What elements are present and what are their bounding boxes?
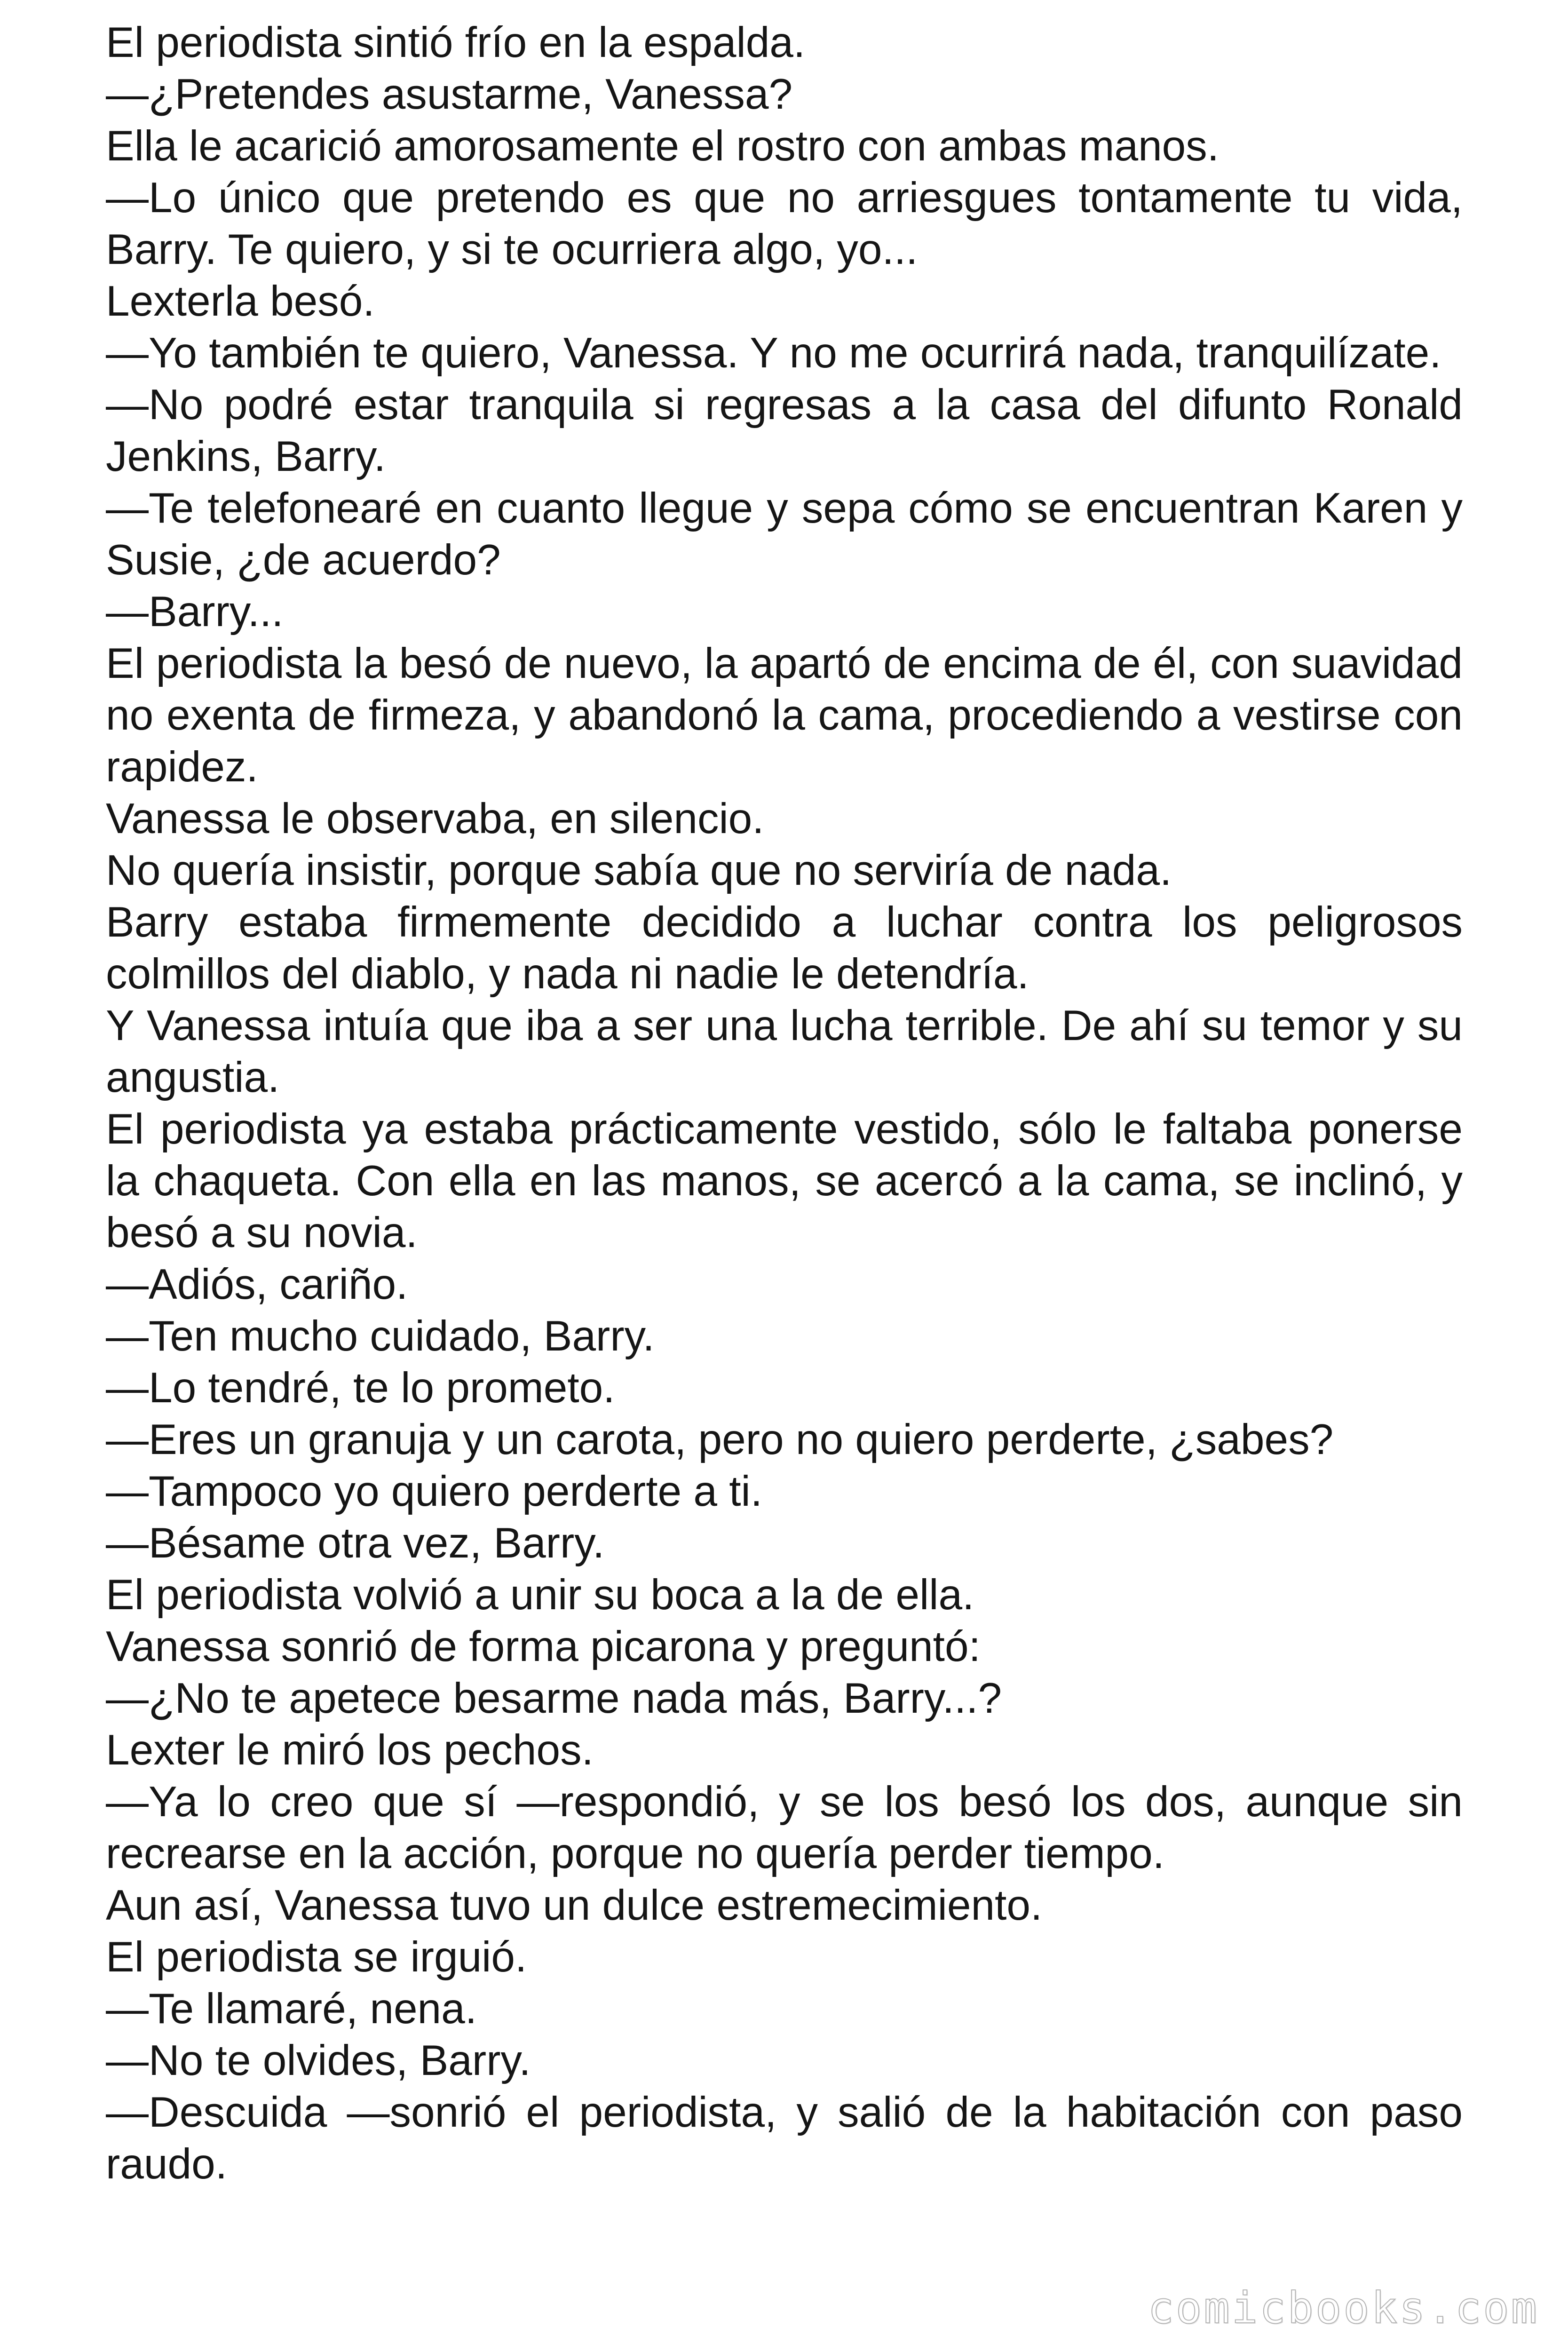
- paragraph: El periodista volvió a unir su boca a la de ella.: [106, 1571, 974, 1619]
- paragraph: —Barry...: [106, 588, 284, 636]
- watermark: comicbooks.com: [1148, 2283, 1539, 2333]
- paragraph: —Yo también te quiero, Vanessa. Y no me ocurrirá nada, tranquilízate.: [106, 329, 1441, 377]
- paragraph: —Ya lo creo que sí —respondió, y se los besó los dos, aunque sin recrearse en la acción, porque no quería perder tiempo.: [106, 1778, 1463, 1877]
- paragraph: —¿Pretendes asustarme, Vanessa?: [106, 71, 793, 118]
- paragraph: Vanessa sonrió de forma picarona y preguntó:: [106, 1623, 981, 1670]
- paragraph: —¿No te apetece besarme nada más, Barry...?: [106, 1675, 1002, 1722]
- paragraph: —Lo tendré, te lo prometo.: [106, 1364, 615, 1412]
- paragraph: —Te telefonearé en cuanto llegue y sepa cómo se encuentran Karen y Susie, ¿de acuerdo?: [106, 485, 1463, 584]
- paragraph: —Descuida —sonrió el periodista, y salió de la habitación con paso raudo.: [106, 2089, 1463, 2188]
- paragraph: —Bésame otra vez, Barry.: [106, 1519, 605, 1567]
- paragraph: No quería insistir, porque sabía que no serviría de nada.: [106, 847, 1172, 894]
- paragraph: El periodista se irguió.: [106, 1933, 527, 1981]
- paragraph: Lexterla besó.: [106, 278, 375, 325]
- paragraph: Vanessa le observaba, en silencio.: [106, 795, 764, 842]
- paragraph: Ella le acarició amorosamente el rostro con ambas manos.: [106, 122, 1220, 170]
- paragraph: El periodista sintió frío en la espalda.: [106, 19, 806, 66]
- paragraph: —Tampoco yo quiero perderte a ti.: [106, 1468, 763, 1515]
- body-text: [106, 17, 1463, 2190]
- paragraph: —No podré estar tranquila si regresas a la casa del difunto Ronald Jenkins, Barry.: [106, 381, 1463, 480]
- paragraph: Lexter le miró los pechos.: [106, 1726, 594, 1774]
- paragraph: Aun así, Vanessa tuvo un dulce estremecimiento.: [106, 1882, 1043, 1929]
- paragraph: —Eres un granuja y un carota, pero no quiero perderte, ¿sabes?: [106, 1416, 1334, 1463]
- paragraph: —Adiós, cariño.: [106, 1261, 408, 1308]
- paragraph: —Ten mucho cuidado, Barry.: [106, 1312, 655, 1360]
- paragraph: —No te olvides, Barry.: [106, 2037, 531, 2084]
- paragraph: El periodista ya estaba prácticamente vestido, sólo le faltaba ponerse la chaqueta. Con ella en las manos, se acercó a la cama, se inclinó, y besó a su novia.: [106, 1105, 1463, 1256]
- paragraph: —Lo único que pretendo es que no arriesgues tontamente tu vida, Barry. Te quiero, y si te ocurriera algo, yo...: [106, 174, 1463, 273]
- paragraph: Barry estaba firmemente decidido a luchar contra los peligrosos colmillos del diablo, y nada ni nadie le detendría.: [106, 898, 1463, 998]
- paragraph: Y Vanessa intuía que iba a ser una lucha terrible. De ahí su temor y su angustia.: [106, 1002, 1463, 1101]
- paragraph: El periodista la besó de nuevo, la apartó de encima de él, con suavidad no exenta de firmeza, y abandonó la cama, procediendo a vestirse con rapidez.: [106, 640, 1463, 791]
- paragraph: —Te llamaré, nena.: [106, 1985, 477, 2033]
